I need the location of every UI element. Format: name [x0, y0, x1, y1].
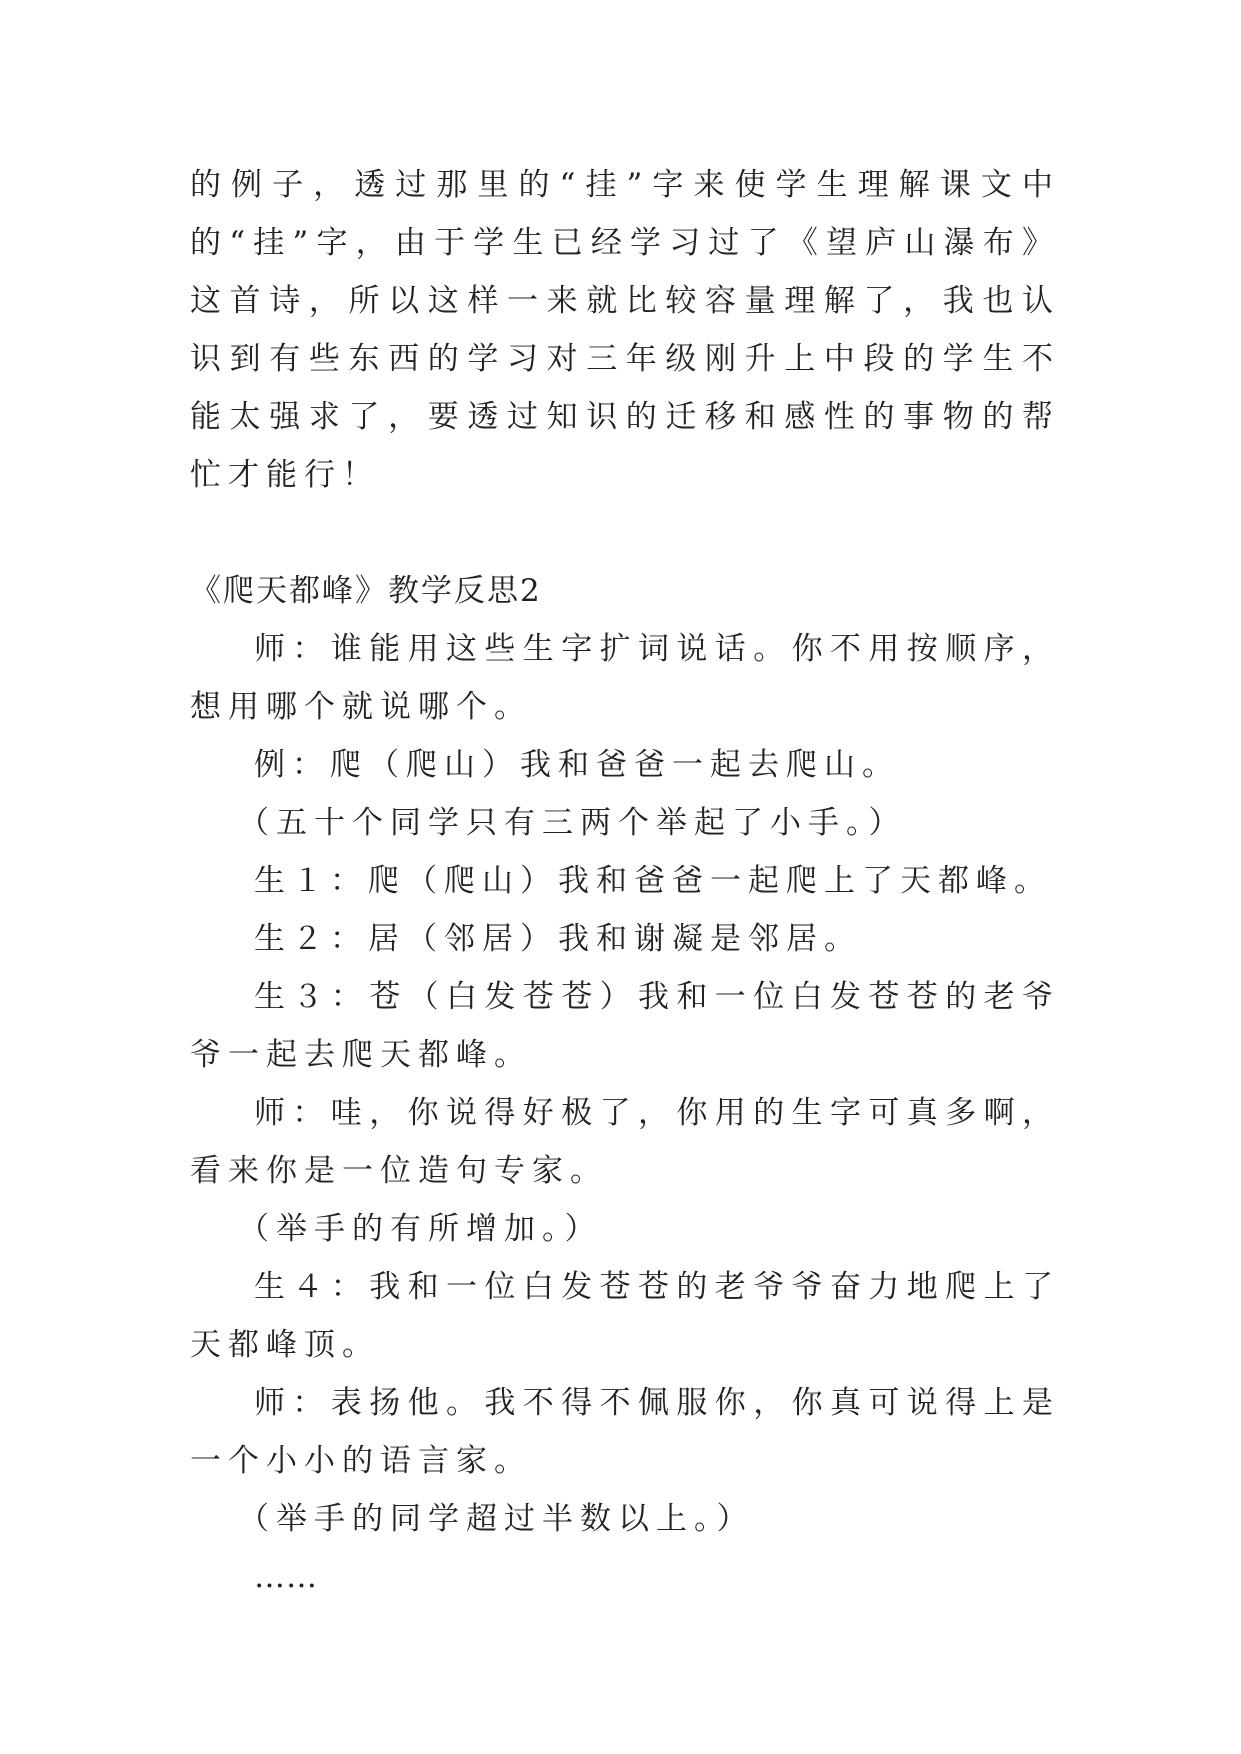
paragraph-note-majority: （举手的同学超过半数以上。）: [238, 1501, 755, 1537]
paragraph-teacher-prompt: 师：谁能用这些生字扩词说话。你不用按顺序，想用哪个就说哪个。: [190, 631, 1060, 725]
ellipsis: ……: [254, 1559, 318, 1595]
intro-paragraph: 的例子，透过那里的“挂”字来使学生理解课文中的“挂”字，由于学生已经学习过了《望庐山瀑布》这首诗，所以这样一来就比较容量理解了，我也认识到有些东西的学习对三年级刚升上中段的学生不能太强求了，要透过知识的迁移和感性的事物的帮忙才能行！: [190, 167, 1060, 493]
paragraph-teacher-praise-1: 师：哇，你说得好极了，你用的生字可真多啊，看来你是一位造句专家。: [190, 1095, 1060, 1189]
paragraph-student-4: 生４：我和一位白发苍苍的老爷爷奋力地爬上了天都峰顶。: [190, 1269, 1060, 1363]
paragraph-student-1: 生１：爬（爬山）我和爸爸一起爬上了天都峰。: [254, 863, 1052, 899]
section-title: 《爬天都峰》教学反思2: [190, 573, 542, 609]
paragraph-student-3: 生３：苍（白发苍苍）我和一位白发苍苍的老爷爷一起去爬天都峰。: [190, 979, 1060, 1073]
paragraph-note-increase: （举手的有所增加。）: [238, 1211, 603, 1247]
paragraph-teacher-praise-2: 师：表扬他。我不得不佩服你，你真可说得上是一个小小的语言家。: [190, 1385, 1060, 1479]
paragraph-example: 例：爬（爬山）我和爸爸一起去爬山。: [254, 747, 900, 783]
paragraph-student-2: 生２：居（邻居）我和谢凝是邻居。: [254, 921, 862, 957]
paragraph-note-hands: （五十个同学只有三两个举起了小手。）: [238, 805, 907, 841]
document-body: [190, 156, 1060, 1606]
